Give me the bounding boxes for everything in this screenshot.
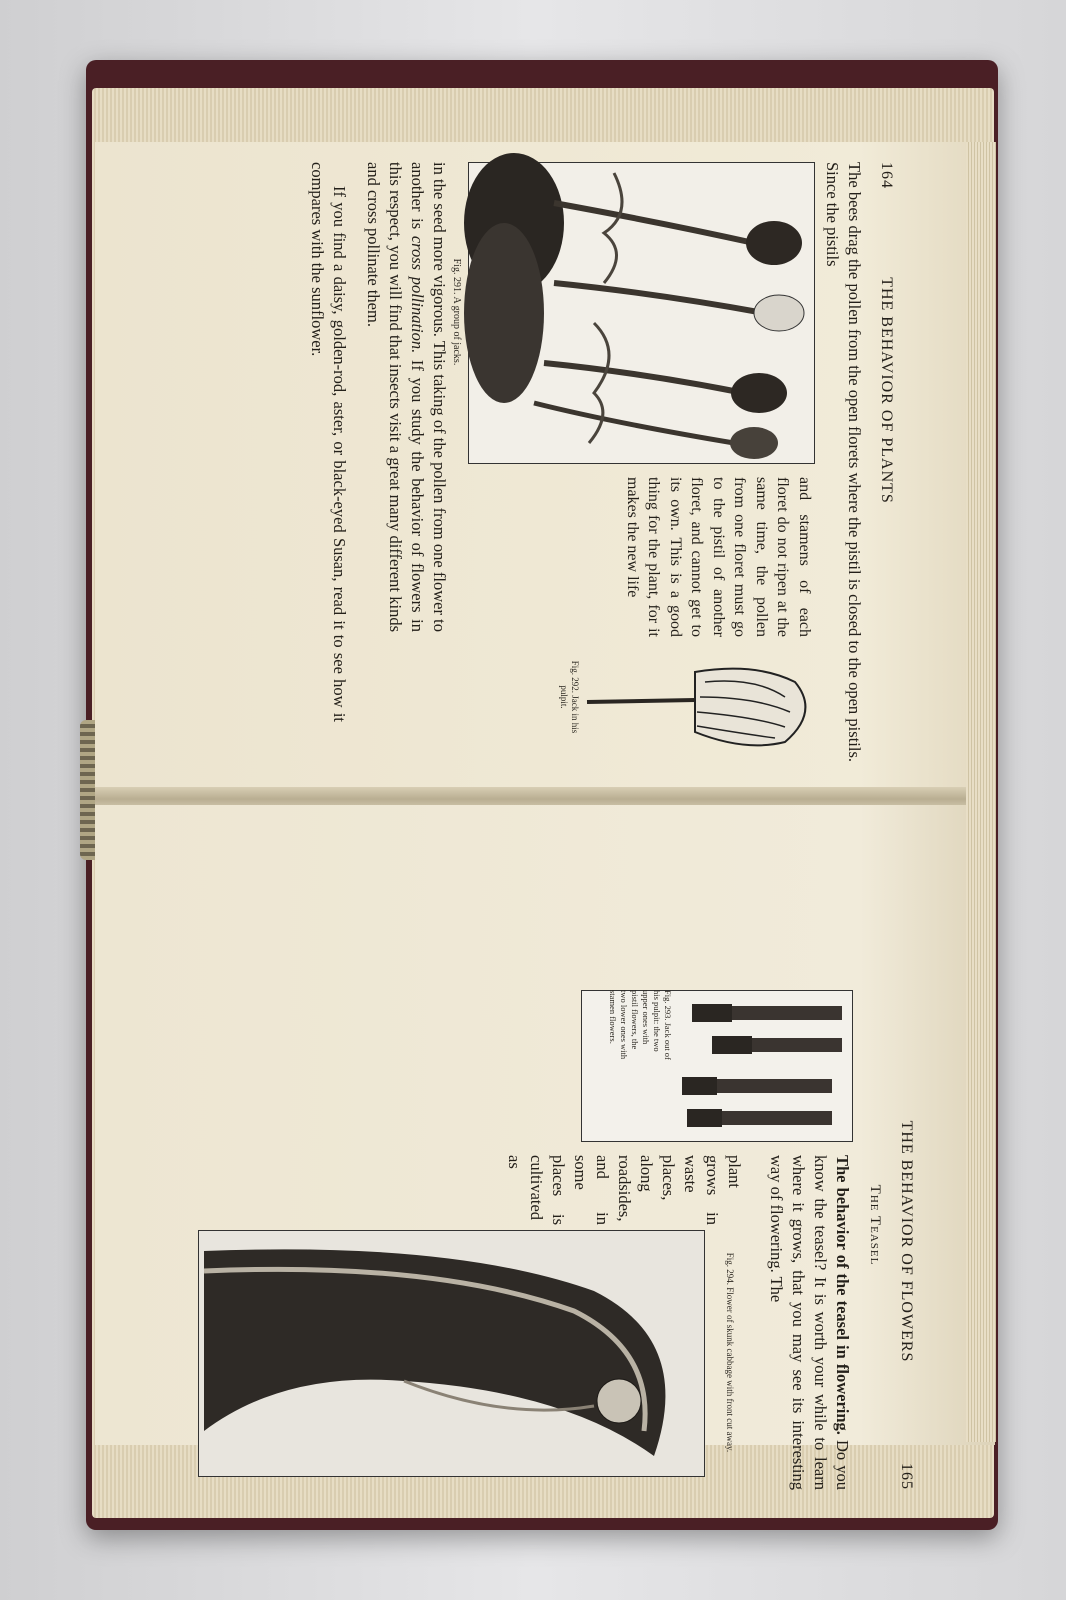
page-edges: [966, 142, 996, 1442]
right-page-content: [215, 960, 915, 1490]
left-column-text: and stamens of each floret do not ripen at the same time, the pollen from one floret must go to the pistil of another floret, and cannot get to its own. This is a good thing for the plant, for it makes the new life: [624, 477, 813, 637]
figure-293: [583, 960, 853, 1140]
left-page-content: [105, 162, 895, 762]
left-closing-text: If you find a daisy, golden-rod, aster, or black-eyed Susan, read it to see how it compares with the sunflower.: [308, 162, 349, 722]
jacks-photo: [468, 162, 815, 464]
right-running-head: THE BEHAVIOR OF FLOWERS: [898, 1120, 915, 1363]
fig294-caption: Fig. 294. Flower of skunk cabbage with front cut away.: [725, 1252, 735, 1453]
para-cont-a: in the seed more vigorous. This taking of the pollen from one flower to another is: [408, 162, 449, 632]
left-running-head-row: [877, 162, 895, 762]
teasel-bold-lead: The behavior of the teasel in flowering.: [833, 1155, 852, 1435]
jack-in-pulpit-drawing: [585, 642, 815, 762]
figure-291: [451, 162, 815, 462]
right-page-number: 165: [898, 1462, 915, 1490]
figure-292: [559, 642, 815, 762]
skunk-cabbage-photo: [198, 1230, 705, 1477]
figure-294: [205, 1230, 765, 1490]
fig292-caption: Fig. 292. Jack in his pulpit.: [559, 660, 580, 734]
fig293-caption: Fig. 293. Jack out of his pulpit: the two upper ones with pistil flowers, the two lower ones with stamen flowers.: [608, 990, 673, 1060]
para-cont-b: If you study the behavior of flowers in this respect, you will find that insects visit a great many different kinds and cross pollinate them.: [364, 162, 427, 632]
left-para-continued: [362, 162, 450, 632]
left-page-number: 164: [878, 162, 895, 189]
right-running-head-row: [897, 960, 915, 1490]
left-page: [95, 142, 995, 792]
cross-pollination-term: cross pollination.: [408, 235, 427, 354]
fig291-caption: Fig. 291. A group of jacks.: [451, 258, 462, 366]
left-running-head: THE BEHAVIOR OF PLANTS: [878, 277, 895, 504]
left-opening-text: The bees drag the pollen from the open florets where the pistil is closed to the open pistils. Since the pistils: [823, 162, 864, 762]
teasel-text-b: plant grows in waste places, along roadsides, and in some places is cultivated as: [505, 1155, 744, 1225]
teasel-paragraph: [765, 1155, 853, 1490]
right-page: [95, 805, 995, 1491]
section-title: The Teasel: [867, 1184, 883, 1266]
teasel-text-a: Do you know the teasel? It is worth your while to learn where it grows, that you may see its interesting way of flowering. The: [767, 1155, 852, 1491]
